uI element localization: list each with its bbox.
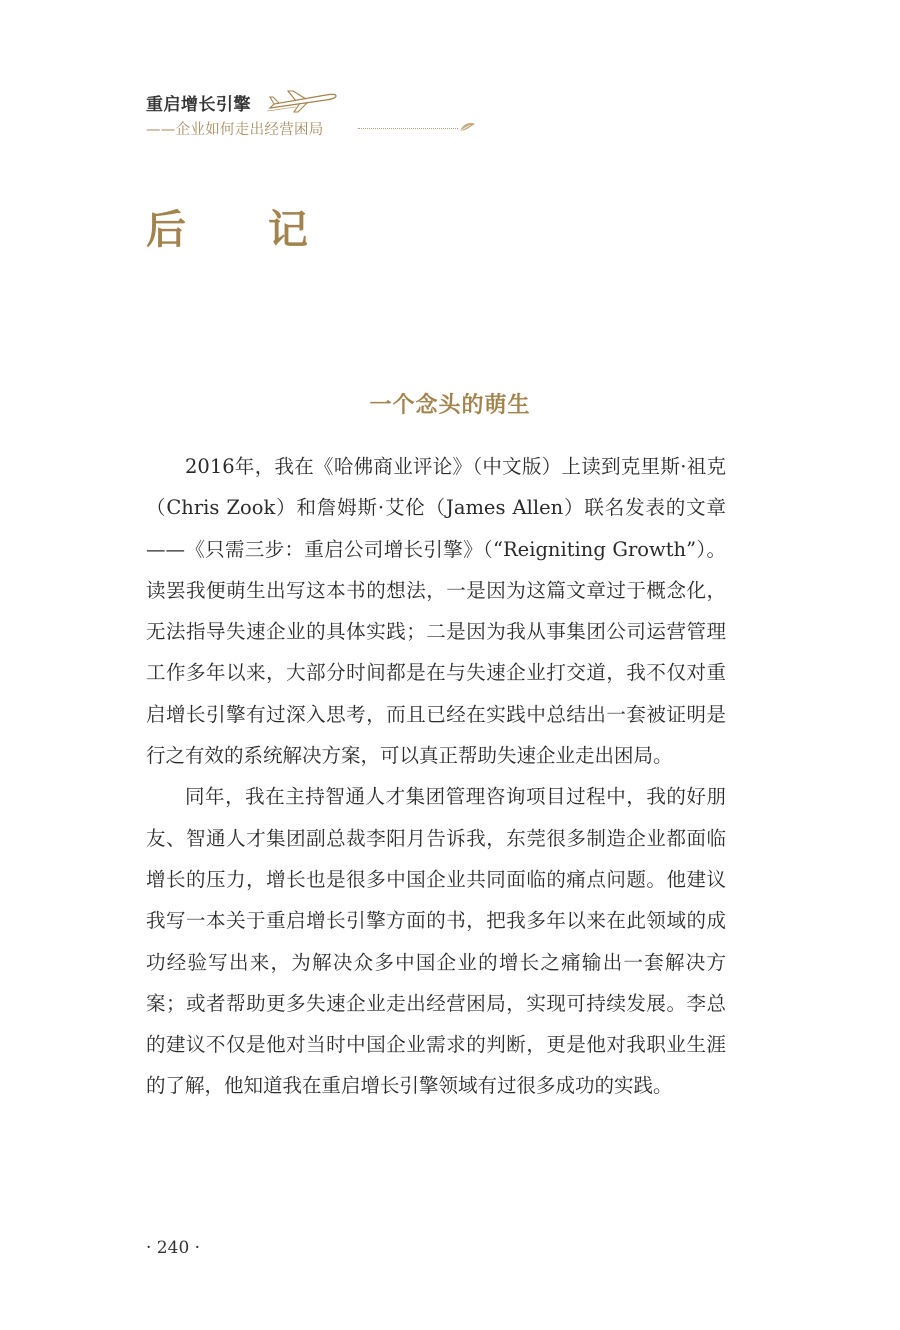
paragraph: 2016年，我在《哈佛商业评论》（中文版）上读到克里斯·祖克（Chris Zook）和詹姆斯·艾伦（James Allen）联名发表的文章——《只需三步：重启公司增长引擎》（“Reigniting Growth”）。读罢我便萌生出写这本书的想法，一是因为这篇文章过于概念化，无法指导失速企业的具体实践；二是因为我从事集团公司运营管理工作多年以来，大部分时间都是在与失速企业打交道，我不仅对重启增长引擎有过深入思考，而且已经在实践中总结出一套被证明是行之有效的系统解决方案，可以真正帮助失速企业走出困局。 (146, 455, 726, 768)
leaf-icon (458, 120, 476, 134)
section-heading: 一个念头的萌生 (369, 393, 531, 418)
body-text (146, 446, 726, 1107)
running-header (146, 88, 486, 148)
header-dotted-rule (358, 128, 458, 129)
paragraph: 同年，我在主持智通人才集团管理咨询项目过程中，我的好朋友、智通人才集团副总裁李阳月告诉我，东莞很多制造企业都面临增长的压力，增长也是很多中国企业共同面临的痛点问题。他建议我写一本关于重启增长引擎方面的书，把我多年以来在此领域的成功经验写出来，为解决众多中国企业的增长之痛输出一套解决方案；或者帮助更多失速企业走出经营困局，实现可持续发展。李总的建议不仅是他对当时中国企业需求的判断，更是他对我职业生涯的了解，他知道我在重启增长引擎领域有过很多成功的实践。 (146, 785, 726, 1098)
book-subtitle: ——企业如何走出经营困局 (146, 122, 324, 138)
chapter-title: 后 记 (146, 206, 342, 253)
page-number: · 240 · (146, 1238, 201, 1258)
book-title: 重启增长引擎 (146, 95, 251, 115)
airplane-icon (266, 88, 338, 114)
